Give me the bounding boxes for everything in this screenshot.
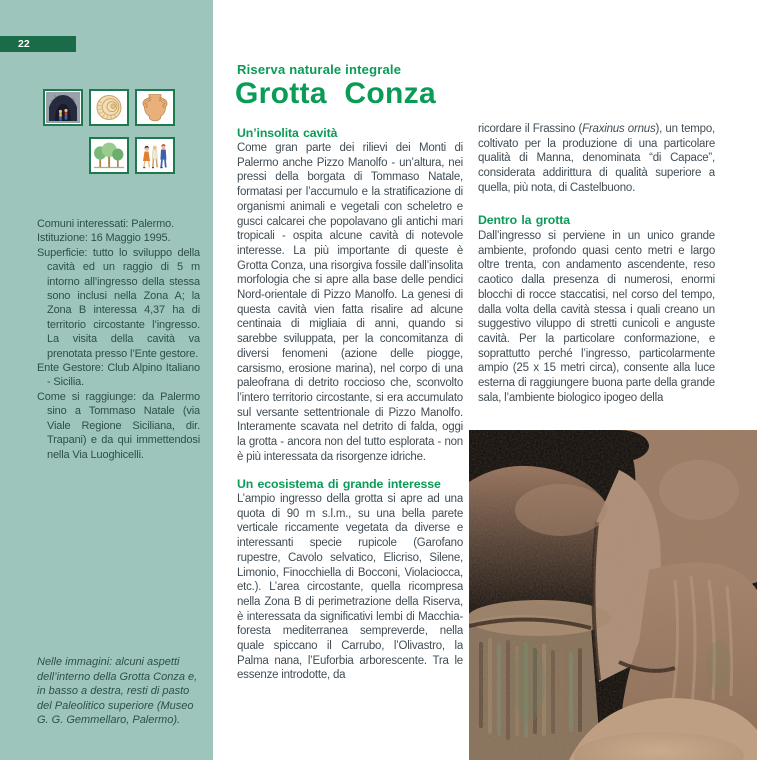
inside-cave-paragraph: Dall’ingresso si perviene in un unico grande ambiente, profondo quasi cento metri e largo oltre trenta, con andamento ascendente, reso caotico dalla presenza di numerosi, enormi blocchi di rocce staccatisi, nel corso del tempo, dalla volta della cavità stessa i quali creano un suggestivo viluppo di stretti cunicoli e anguste cavità. Per la particolare conformazione, e soprattutto perché l’ingresso, particolarmente ampio (25 x 15 metri circa), consente alla luce esterna di raggiungere buona parte della grande sala, l’ambiente biologico ipogeo della <box>478 230 715 404</box>
intro-paragraph: Come gran parte dei rilievi dei Monti di Palermo anche Pizzo Manolfo - un’altura, nei pressi della borgata di Tommaso Natale, formatasi per l’accumulo e la stratificazione di organismi animali e vegetali con scheletro e gusci calcarei che popolavano gli antichi mari tropicali - ospita alcune cavità di notevole interesse. La più importante di queste è Grotta Conza, una risorgiva fossile dall’insolita morfologia che si apre alla base delle pendici Nord-orientale di Pizzo Manolfo. La genesi di questa cavità vien fatta risalire ad alcune centinaia di migliaia di anni, quando si sarebbe sviluppata, per la concomitanza di diversi fenomeni (azione delle piogge, carsismo, erosione marina), nel corpo di una paleofrana di detrito roccioso che, sconvolto l’intero territorio circostante, si era accumulato sul versante settentrionale di Pizzo Manolfo. Interamente scavata nel detrito di falda, oggi la grotta - ancora non del tutto esplorata - non è più interessata da risorgenze idriche. <box>237 142 463 463</box>
reserve-info-list <box>37 217 200 462</box>
info-label: Superficie: <box>37 246 88 259</box>
info-value: Palermo. <box>128 218 175 230</box>
page-title: Grotta Conza <box>235 77 436 110</box>
amphora-icon <box>135 89 175 126</box>
info-label: Comuni interessati: <box>37 218 129 230</box>
info-value: da Palermo sino a Tommaso Natale (via Viale Regione Siciliana, dir. Trapani) e da qui immettendosi nella Via Luoghicelli. <box>47 390 200 461</box>
page-number-badge <box>0 36 76 52</box>
trees-icon <box>89 137 129 174</box>
cave-interior-photo <box>469 430 757 760</box>
info-value: 16 Maggio 1995. <box>87 232 171 245</box>
info-entry-ente-gestore <box>37 361 200 390</box>
kicker: Riserva naturale integrale <box>237 62 402 77</box>
info-value: Club Alpino Italiano - Sicilia. <box>47 362 200 389</box>
continuation-post: ), un tempo, coltivato per la produzione di una particolare qualità di Manna, denominata “di Capace”, considerata addirittura di qualità superiore a quella, più nota, di Castelbuono. <box>478 123 715 194</box>
sidebar <box>0 0 213 760</box>
visitors-icon <box>135 137 175 174</box>
info-value: tutto lo sviluppo della cavità ed un raggio di 5 m intorno all’ingresso della stessa sono inclusi nella Zona A; la Zona B interessa 4,37 ha di territorio circostante l’ingresso. La visita della cavità va prenotata presso l’Ente gestore. <box>47 246 200 360</box>
info-entry-come-si-raggiunge <box>37 390 200 462</box>
section-heading-dentro-la-grotta: Dentro la grotta <box>478 213 570 227</box>
caption-text: alcuni aspetti dell’interno della Grotta Conza e, in basso a destra, resti di pasto del Paleolitico superiore (Museo G. G. Gemmellaro, Palermo). <box>37 656 198 726</box>
caption-lead: Nelle immagini: <box>37 656 113 668</box>
info-label: Ente Gestore: <box>37 362 104 375</box>
section-heading-ecosistema: Un ecosistema di grande interesse <box>237 477 441 491</box>
latin-species-name: Fraxinus ornus <box>582 123 656 135</box>
cave-icon <box>43 89 83 126</box>
section-heading-insolita-cavita: Un’insolita cavità <box>237 126 338 140</box>
info-label: Come si raggiunge: <box>37 390 137 403</box>
info-label: Istituzione: <box>37 232 88 245</box>
info-entry-istituzione <box>37 231 200 245</box>
images-caption <box>37 655 200 728</box>
info-entry-comuni <box>37 217 200 231</box>
continuation-paragraph <box>478 122 715 196</box>
info-entry-superficie <box>37 246 200 361</box>
ecosystem-paragraph: L’ampio ingresso della grotta si apre ad una quota di 90 m s.l.m., su una bella parete verticale riccamente vegetata da diverse e interessanti specie rupicole (Garofano rupestre, Cavolo selvatico, Elicriso, Silene, Limonio, Finocchiella di Bocconi, Violaciocca, etc.). L’area circostante, quella ricompresa nella Zona B di perimetrazione della Riserva, è interessata da significativi lembi di Macchia-foresta mediterranea sempreverde, nella quale spiccano il Carrubo, l’Olivastro, la Palma nana, l’Euforbia arborescente. Tra le essenze introdotte, da <box>237 493 463 682</box>
continuation-pre: ricordare il Frassino ( <box>478 123 583 135</box>
fossil-icon <box>89 89 129 126</box>
page-number: 22 <box>18 38 30 50</box>
